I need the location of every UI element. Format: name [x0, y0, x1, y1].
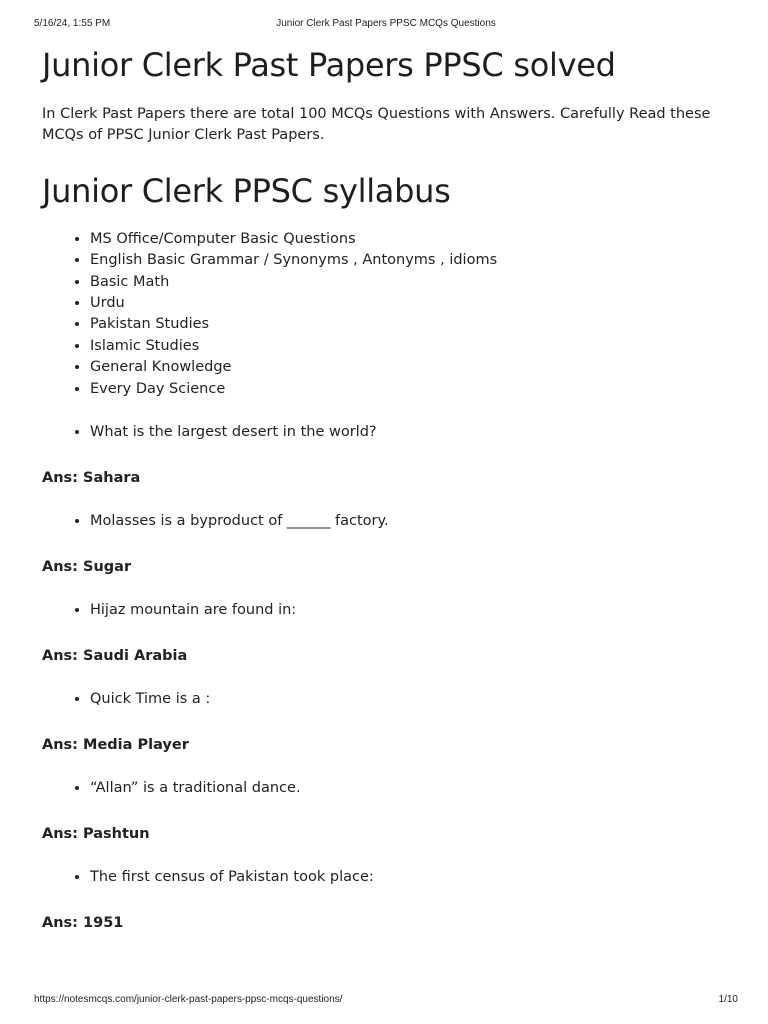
print-footer [34, 994, 738, 1008]
answer-text: Ans: Sahara [42, 470, 141, 487]
question-list [42, 689, 732, 710]
article [42, 40, 732, 934]
syllabus-item: • Islamic Studies [90, 336, 732, 357]
qa-block [42, 867, 732, 934]
question-list [42, 511, 732, 532]
syllabus-item: • General Knowledge [90, 357, 732, 378]
page-title: Junior Clerk Past Papers PPSC solved [42, 46, 616, 84]
syllabus-item: • Every Day Science [90, 379, 732, 400]
page-number: 1/10 [718, 994, 738, 1005]
qa-block [42, 778, 732, 845]
syllabus-list [42, 229, 732, 400]
qa-block [42, 600, 732, 667]
question-list [42, 422, 732, 443]
syllabus-heading: Junior Clerk PPSC syllabus [42, 172, 451, 211]
qa-block [42, 511, 732, 578]
print-doc-title: Junior Clerk Past Papers PPSC MCQs Questions [276, 18, 496, 29]
qa-block [42, 689, 732, 756]
answer-text: Ans: Pashtun [42, 826, 150, 843]
question-item: • The first census of Pakistan took place: [90, 867, 732, 888]
question-list [42, 867, 732, 888]
question-item: • Molasses is a byproduct of ______ factory. [90, 511, 732, 532]
syllabus-item: • English Basic Grammar / Synonyms , Antonyms , idioms [90, 250, 732, 271]
question-item: • What is the largest desert in the world? [90, 422, 732, 443]
print-header [34, 18, 738, 32]
syllabus-item: • Pakistan Studies [90, 314, 732, 335]
question-item: • “Allan” is a traditional dance. [90, 778, 732, 799]
question-list [42, 600, 732, 621]
print-datetime: 5/16/24, 1:55 PM [34, 18, 111, 29]
syllabus-item: • MS Office/Computer Basic Questions [90, 229, 732, 250]
qa-block [42, 422, 732, 489]
syllabus-item: • Urdu [90, 293, 732, 314]
question-item: • Hijaz mountain are found in: [90, 600, 732, 621]
syllabus-item: • Basic Math [90, 272, 732, 293]
answer-text: Ans: Media Player [42, 737, 189, 754]
question-item: • Quick Time is a : [90, 689, 732, 710]
answer-text: Ans: 1951 [42, 915, 124, 932]
print-url: https://notesmcqs.com/junior-clerk-past-papers-ppsc-mcqs-questions/ [34, 994, 343, 1005]
answer-text: Ans: Sugar [42, 559, 132, 576]
intro-paragraph: In Clerk Past Papers there are total 100 MCQs Questions with Answers. Carefully Read these MCQs of PPSC Junior Clerk Past Papers. [42, 106, 711, 144]
answer-text: Ans: Saudi Arabia [42, 648, 188, 665]
question-list [42, 778, 732, 799]
